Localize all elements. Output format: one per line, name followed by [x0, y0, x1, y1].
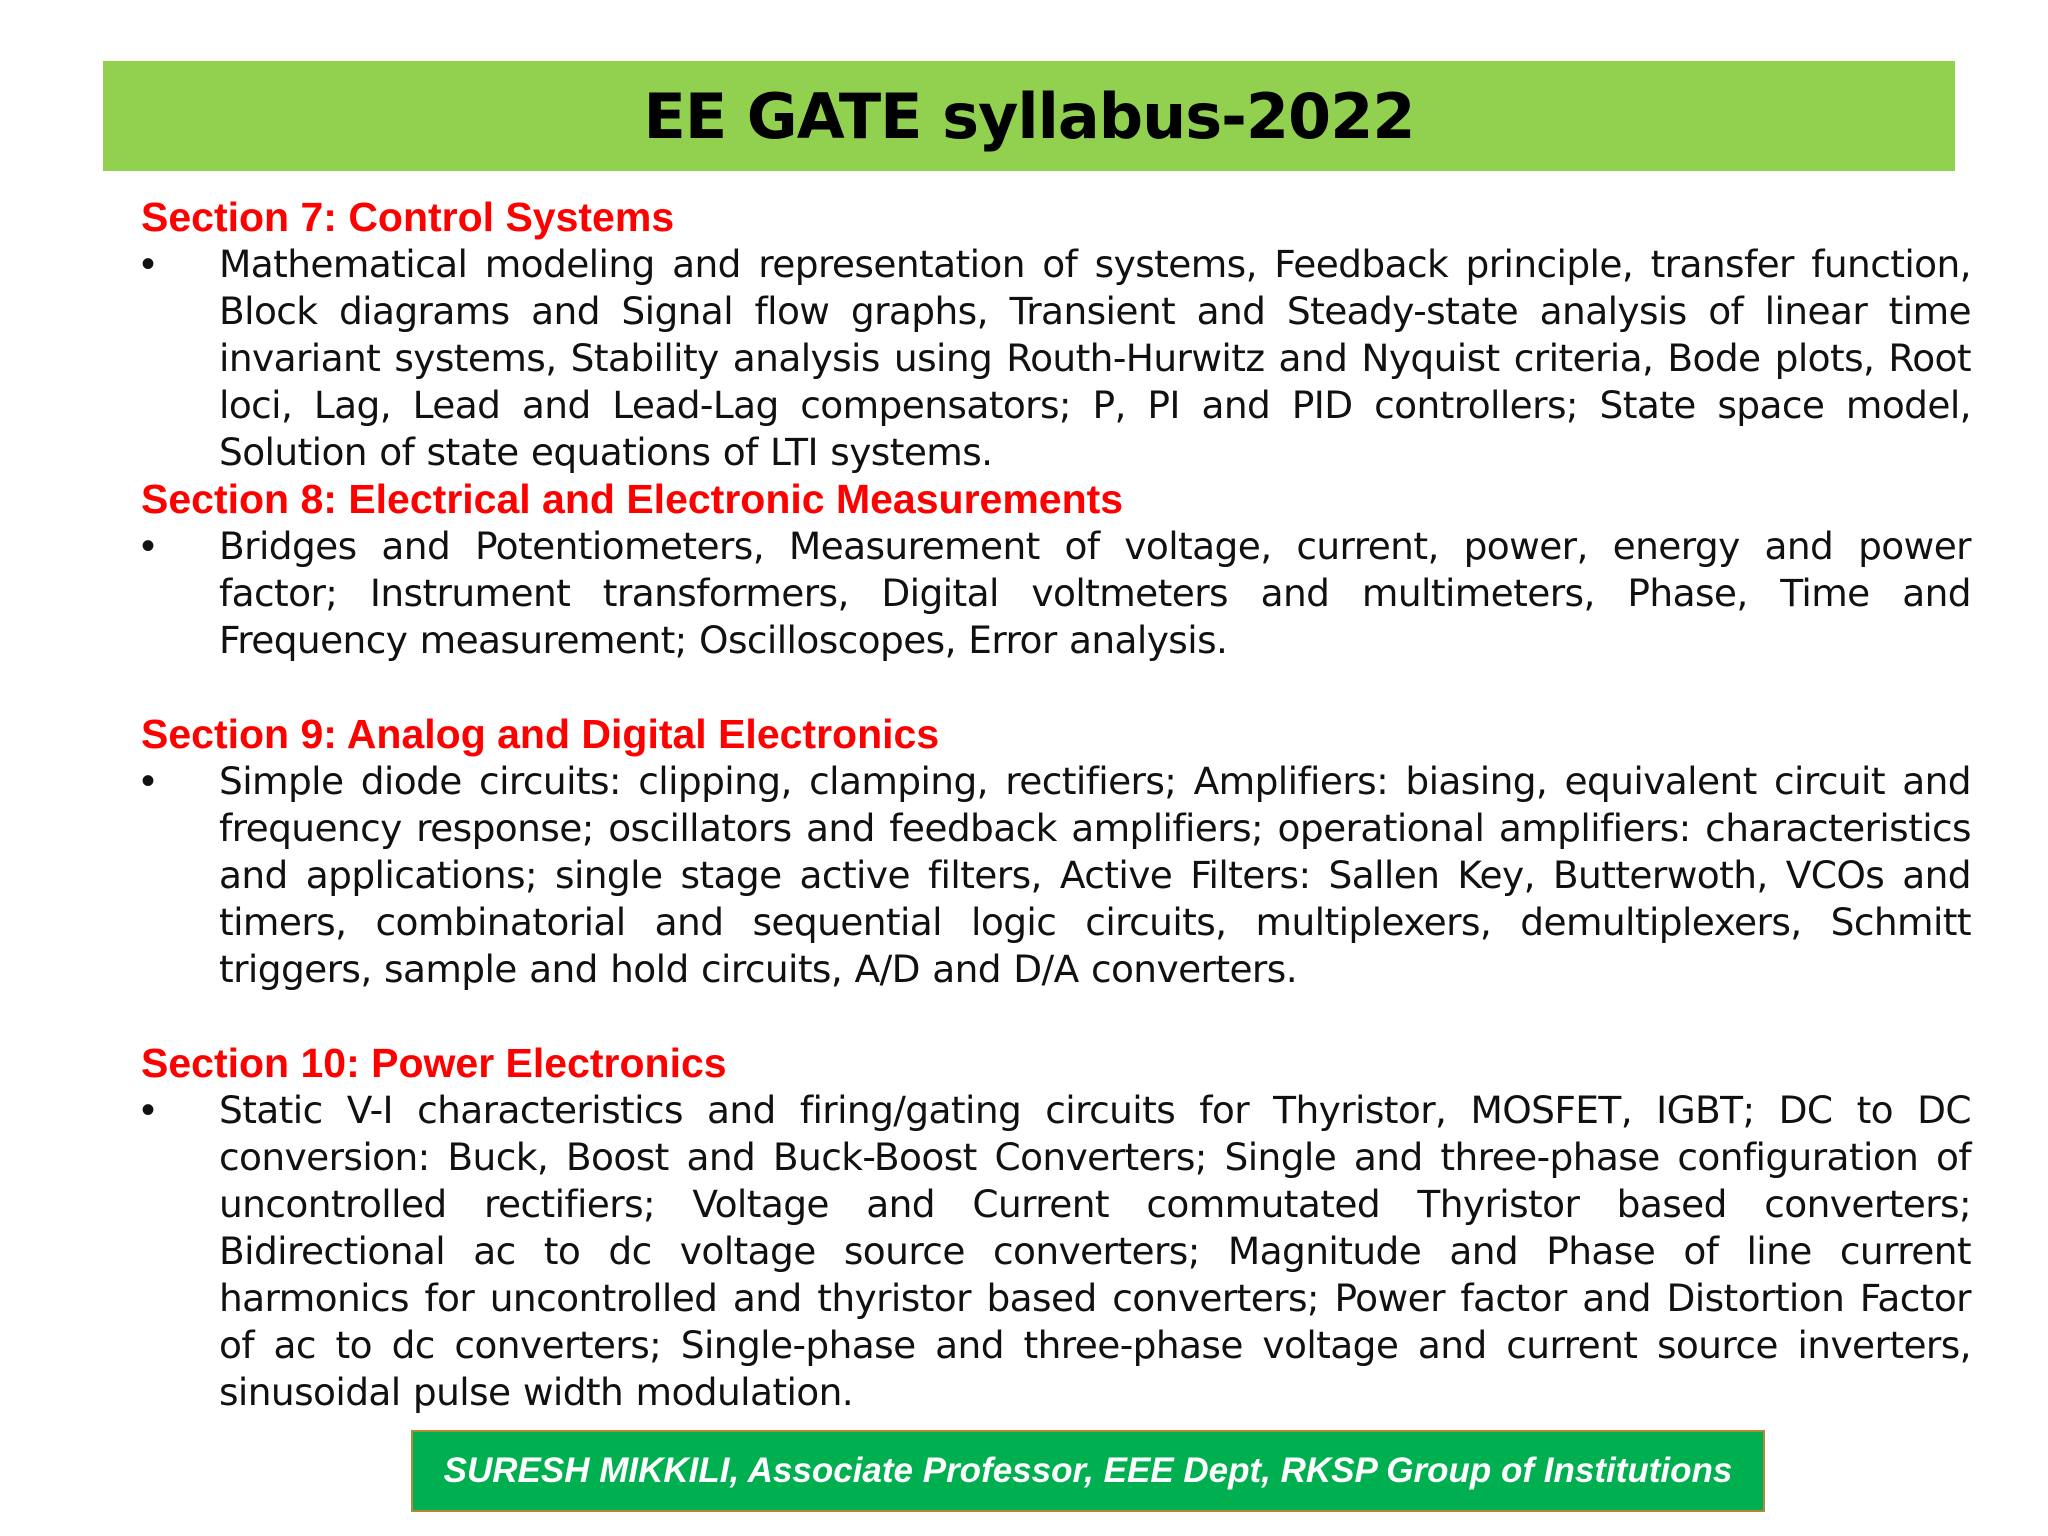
section-9 — [141, 711, 1971, 993]
section-8 — [141, 476, 1971, 664]
page-title: EE GATE syllabus-2022 — [643, 79, 1415, 153]
syllabus-content — [141, 194, 1971, 1416]
section-heading: Section 7: Control Systems — [141, 194, 675, 240]
title-banner — [103, 61, 1955, 171]
section-heading: Section 10: Power Electronics — [141, 1040, 727, 1086]
section-heading: Section 8: Electrical and Electronic Measurements — [141, 476, 1124, 522]
bullet-icon: • — [141, 242, 156, 286]
section-7 — [141, 194, 1971, 476]
section-body: Mathematical modeling and representation of systems, Feedback principle, transfer function, Block diagrams and Signal flow graphs, Transient and Steady-state analysis of linear time invariant systems, Stability analysis using Routh-Hurwitz and Nyquist criteria, Bode plots, Root loci, Lag, Lead and Lead-Lag compensators; P, PI and PID controllers; State space model, Solution of state equations of LTI systems. — [219, 242, 1971, 474]
section-body: Simple diode circuits: clipping, clamping, rectifiers; Amplifiers: biasing, equivalent circuit and frequency response; oscillators and feedback amplifiers; operational amplifiers: characteristics and applications; single stage active filters, Active Filters: Sallen Key, Butterwoth, VCOs and timers, combinatorial and sequential logic circuits, multiplexers, demultiplexers, Schmitt triggers, sample and hold circuits, A/D and D/A converters. — [219, 759, 1971, 991]
section-10 — [141, 1040, 1971, 1416]
spacer — [141, 993, 1971, 1040]
list-item — [141, 241, 1971, 476]
list-item — [141, 1087, 1971, 1416]
bullet-icon: • — [141, 759, 156, 803]
list-item — [141, 523, 1971, 664]
spacer — [141, 664, 1971, 711]
author-footer — [411, 1430, 1765, 1512]
section-heading: Section 9: Analog and Digital Electronics — [141, 711, 940, 757]
author-credit: SURESH MIKKILI, Associate Professor, EEE Dept, RKSP Group of Institutions — [443, 1451, 1733, 1490]
bullet-icon: • — [141, 1088, 156, 1132]
section-body: Static V-I characteristics and firing/gating circuits for Thyristor, MOSFET, IGBT; DC to DC conversion: Buck, Boost and Buck-Boost Converters; Single and three-phase configuration of uncontrolled rectifiers; Voltage and Current commutated Thyristor based converters; Bidirectional ac to dc voltage source converters; Magnitude and Phase of line current harmonics for uncontrolled and thyristor based converters; Power factor and Distortion Factor of ac to dc converters; Single-phase and three-phase voltage and current source inverters, sinusoidal pulse width modulation. — [219, 1088, 1971, 1414]
section-body: Bridges and Potentiometers, Measurement of voltage, current, power, energy and power factor; Instrument transformers, Digital voltmeters and multimeters, Phase, Time and Frequency measurement; Oscilloscopes, Error analysis. — [219, 524, 1971, 662]
list-item — [141, 758, 1971, 993]
bullet-icon: • — [141, 524, 156, 568]
